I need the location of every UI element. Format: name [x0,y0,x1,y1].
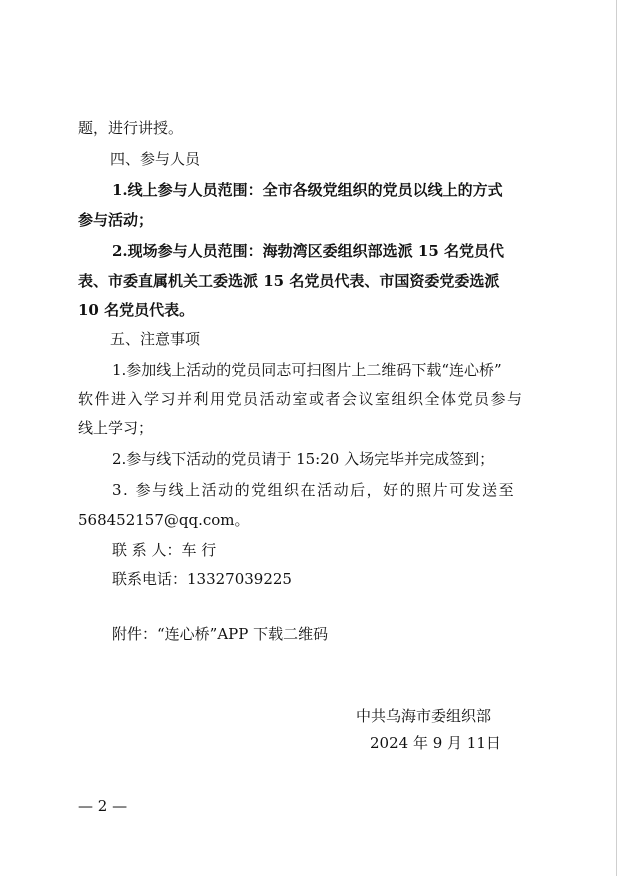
attachment-note: 附件：“连心桥”APP 下载二维码 [112,625,329,643]
notes-item-2: 2.参与线下活动的党员请于 15:20 入场完毕并完成签到； [112,450,495,468]
issuer-name: 中共乌海市委组织部 [356,707,492,725]
contact-email: 568452157@qq.com。 [78,511,250,529]
participants-item-2: 2.现场参与人员范围：海勃湾区委组织部选派 15 名党员代 [112,242,504,260]
text-line-continuation: 题，进行讲授。 [78,119,184,137]
participants-item-1: 1.线上参与人员范围：全市各级党组织的党员以线上的方式 [112,181,503,199]
contact-person: 联 系 人：车 行 [112,541,217,559]
contact-phone: 联系电话：13327039225 [112,570,292,588]
notes-item-1-cont: 软件进入学习并利用党员活动室或者会议室组织全体党员参与 [78,390,524,408]
notes-item-3: 3. 参与线上活动的党组织在活动后，好的照片可发送至 [112,481,516,499]
participants-item-1-cont: 参与活动； [78,211,154,229]
participants-item-2-cont2: 10 名党员代表。 [78,301,195,319]
section-heading-participants: 四、参与人员 [110,150,201,168]
issue-date: 2024 年 9 月 11日 [370,734,501,752]
notes-item-1: 1.参加线上活动的党员同志可扫图片上二维码下载“连心桥” [112,361,502,379]
notes-item-1-cont2: 线上学习； [78,419,154,437]
section-heading-notes: 五、注意事项 [110,330,201,348]
participants-item-2-cont: 表、市委直属机关工委选派 15 名党员代表、市国资委党委选派 [78,272,500,290]
page-number: — 2 — [78,797,128,815]
